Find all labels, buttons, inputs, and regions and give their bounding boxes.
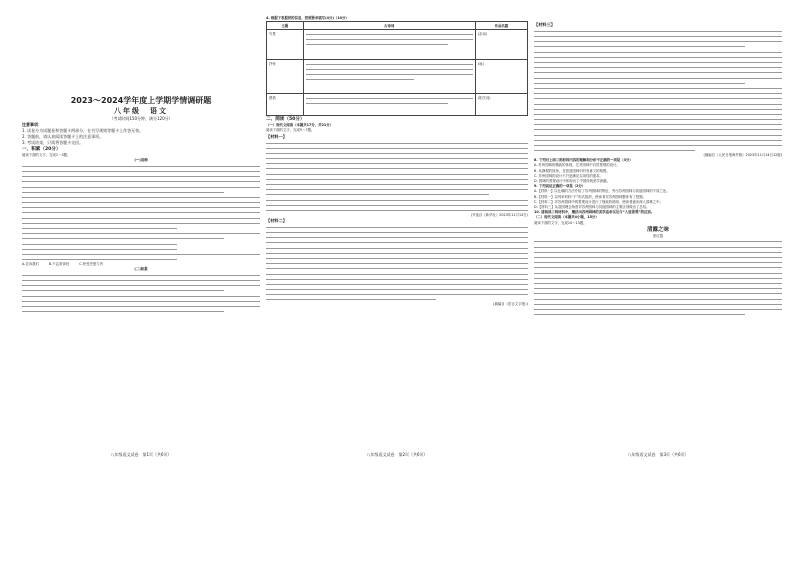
material-3-text	[534, 29, 782, 154]
exam-page-3	[534, 22, 782, 457]
story-title: 清露之味	[646, 226, 669, 233]
option: B.【材料一】以列举材料“不”形式组织，使读者对苏州园林整体有了把握。	[534, 194, 647, 199]
material-3-source: (摘编自《人民日报海外版》2023年11月14日12版)	[703, 153, 782, 157]
section-2-text	[22, 272, 260, 314]
material-2-text	[266, 224, 528, 302]
section-2-heading: 二、阅读（50分）	[266, 117, 305, 123]
section-1-intro: 阅读下面的文字，完成1～3题。	[22, 153, 71, 157]
table-cell: (咏)	[475, 60, 527, 94]
choice-a: A.告诉我们	[22, 261, 39, 266]
option: A. 苏州园林的精致的体现，它对园林中自然景观的设计。	[534, 163, 620, 168]
question-8-options	[534, 163, 782, 184]
material-1-label: 【材料一】	[266, 133, 287, 139]
time-note: （考试时间150分钟，满分120分）	[109, 116, 173, 121]
text-line	[22, 257, 260, 262]
question-9-options	[534, 189, 782, 210]
table-cell	[303, 60, 475, 94]
question-4-title: 4. 根据下表提供的信息，按照要求填写(4分)（10分）	[266, 16, 349, 20]
option: B. 从静观的视角，在营造园林中的有意义的构图。	[534, 168, 610, 173]
exam-page-2	[266, 16, 528, 457]
exam-subtitle: 八年级 语文	[114, 107, 168, 115]
table-cell: (杂诗)	[475, 30, 527, 60]
passage-1-title: (一)说梅	[134, 158, 148, 163]
material-3-label: 【材料三】	[534, 22, 555, 27]
material-2-source: (摘编自《语言文字报》)	[493, 302, 528, 307]
table-row-label: 感悟	[267, 94, 304, 116]
table-header: 古诗词	[303, 22, 475, 30]
classical-reading-intro: 阅读下面的文字，完成10～13题。	[534, 220, 587, 225]
option: D. 园林的景观设计中体现出了中国传统美学意趣。	[534, 179, 610, 184]
choice-b: B.不忘常读经	[48, 261, 70, 266]
option: A.【材料一】以比喻的方法介绍了苏州园林的特征，突出苏州园林与其他园林的不同之处。	[534, 189, 670, 194]
text-line	[22, 309, 260, 314]
material-1-text	[266, 140, 528, 213]
modern-reading-title: （一）现代文阅读（本题共17分，共21分）	[266, 123, 334, 128]
question-4-table	[266, 21, 528, 116]
table-header: 作品名篇	[475, 22, 527, 30]
question-10: 10. 请阅读三则材料中，概括出苏州园林的美学追求以及与“人造景观”的区别。	[534, 210, 655, 215]
material-2-label: 【材料二】	[266, 217, 287, 223]
classical-reading-title: （二）现代文阅读（本题共4小题，15分）	[534, 215, 599, 220]
story-author: 张红霞	[652, 233, 664, 238]
table-row-label: 抒怀	[267, 60, 304, 94]
exam-title: 2023～2024学年度上学期学情调研题	[70, 96, 212, 105]
page-footer: 八年级语文试卷 第2页（共6页）	[366, 452, 428, 457]
table-cell	[303, 94, 475, 116]
passage-1-text	[22, 163, 260, 262]
option: C. 苏州园林的设计不只是满足实用性的需求。	[534, 173, 603, 178]
table-row-label: 写景	[267, 30, 304, 60]
option: C.【材料二】对苏州园林中的景观设计进行了细致的说明，使读者逐步深入园林之中。	[534, 199, 663, 204]
notice-item: 1. 试卷分为试题卷和答题卡两部分，在书写规则等题卡上作答无效。	[22, 128, 144, 133]
modern-reading-intro: 阅读下面的文字，完成5～7题。	[266, 128, 315, 133]
section-1-heading: 一、积累（20分）	[22, 147, 61, 152]
table-header: 主题	[267, 22, 304, 30]
story-text	[534, 239, 782, 317]
material-1-source: (节选自《新华社》2023年11月13日)	[470, 212, 528, 217]
page-footer: 八年级语文试卷 第3页（共6页）	[627, 452, 689, 457]
table-cell	[303, 30, 475, 60]
notice-item: 3. 考试结束，只需将答题卡交回。	[22, 140, 84, 145]
table-cell: (阳关词)	[475, 94, 527, 116]
choice-c: C.快受史建力内	[79, 261, 104, 266]
notice-block	[22, 122, 260, 146]
question-9: 9. 下列说法正确的一项是（2分）	[534, 184, 586, 189]
section-2-title: (二)积累	[134, 267, 148, 272]
notice-label: 注意事项：	[22, 122, 42, 127]
question-8: 8. 下列对上面三则材料内容的理解和分析不正确的一项是（3分）	[534, 158, 633, 163]
option: D.【材料三】从造园理念角度对苏州园林与其他园林的主要区别做出了总结。	[534, 205, 650, 210]
notice-item: 2. 答题前，请认真阅读答题卡上的注意事项。	[22, 134, 104, 139]
exam-page-1	[22, 96, 260, 457]
page-footer: 八年级语文试卷 第1页（共6页）	[110, 452, 172, 457]
